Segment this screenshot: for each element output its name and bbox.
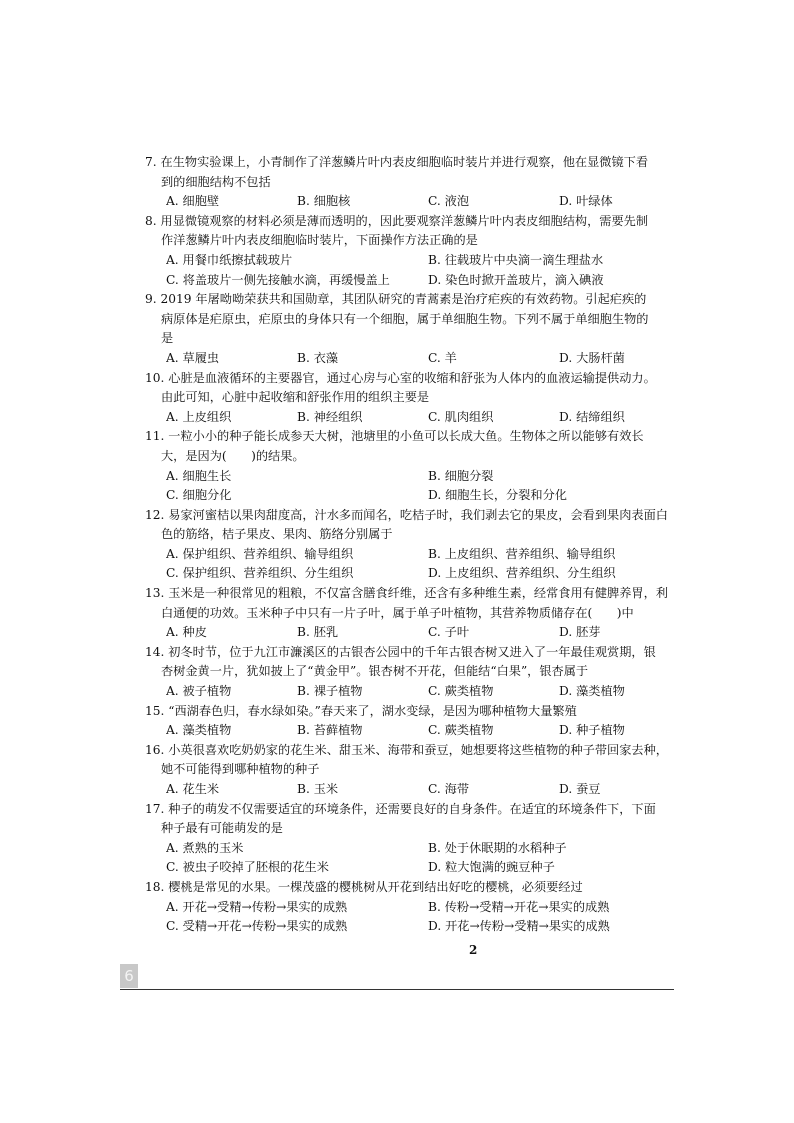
- answer-option-a: A. 种皮: [166, 625, 207, 640]
- bottom-rule: [120, 989, 674, 990]
- answer-option-a: A. 花生米: [166, 782, 220, 796]
- question-stem-line: 15. “西湖春色归，春水绿如染。”春天来了，湖水变绿，是因为哪种植物大量繁殖: [145, 703, 577, 718]
- answer-options: [145, 839, 674, 878]
- question-14: [145, 643, 674, 702]
- answer-option-b: B. 玉米: [297, 782, 339, 796]
- question-stem-line: 是: [161, 331, 174, 346]
- answer-option-d: D. 染色时掀开盖玻片，滴入碘液: [428, 272, 604, 287]
- question-stem-line: 10. 心脏是血液循环的主要器官，通过心房与心室的收缩和舒张为人体内的血液运输提供动力。: [145, 370, 656, 385]
- answer-options: [145, 467, 674, 506]
- answer-option-d: D. 种子植物: [559, 723, 625, 738]
- answer-option-d: D. 结缔组织: [559, 409, 625, 424]
- answer-option-a: A. 保护组织、营养组织、输导组织: [166, 546, 354, 561]
- answer-options: [145, 721, 674, 741]
- answer-option-d: D. 大肠杆菌: [559, 350, 625, 365]
- answer-option-a: A. 开花→受精→传粉→果实的成熟: [166, 899, 348, 914]
- answer-option-a: A. 细胞壁: [166, 194, 220, 209]
- answer-option-d: D. 藻类植物: [559, 684, 625, 699]
- answer-option-b: B. 往载玻片中央滴一滴生理盐水: [428, 252, 604, 267]
- answer-option-b: B. 衣藻: [297, 350, 339, 365]
- answer-option-c: C. 羊: [428, 350, 457, 365]
- answer-option-a: A. 上皮组织: [166, 409, 232, 424]
- question-stem-line: 11. 一粒小小的种子能长成参天大树，池塘里的小鱼可以长成大鱼。生物体之所以能够有效长: [145, 429, 644, 444]
- question-17: [145, 800, 674, 878]
- answer-option-a: A. 细胞生长: [166, 468, 232, 483]
- answer-option-c: C. 蕨类植物: [428, 723, 494, 738]
- question-stem-line: 7. 在生物实验课上，小青制作了洋葱鳞片叶内表皮细胞临时装片并进行观察，他在显微镜下看: [145, 155, 649, 169]
- page-number: 2: [469, 943, 478, 957]
- question-11: [145, 427, 674, 505]
- answer-option-a: A. 草履虫: [166, 350, 220, 365]
- answer-option-c: C. 子叶: [428, 625, 470, 640]
- question-stem-line: 到的细胞结构不包括: [161, 174, 271, 189]
- answer-option-b: B. 上皮组织、营养组织、输导组织: [428, 546, 616, 561]
- answer-option-d: D. 胚芽: [559, 625, 601, 640]
- question-stem-line: 9. 2019 年屠呦呦荣获共和国勋章，其团队研究的青蒿素是治疗疟疾的有效药物。引起疟疾的: [145, 292, 647, 307]
- question-stem-line: 白通便的功效。玉米种子中只有一片子叶，属于单子叶植物，其营养物质储存在( )中: [161, 605, 634, 620]
- answer-options: [145, 349, 674, 369]
- answer-option-b: B. 神经组织: [297, 409, 363, 424]
- question-16: [145, 741, 674, 800]
- answer-option-d: D. 开花→传粉→受精→果实的成熟: [428, 919, 610, 934]
- answer-options: [145, 898, 674, 937]
- answer-option-c: C. 细胞分化: [166, 488, 232, 503]
- question-stem-line: 作洋葱鳞片叶内表皮细胞临时装片，下面操作方法正确的是: [161, 233, 478, 248]
- answer-option-b: B. 传粉→受精→开花→果实的成熟: [428, 899, 610, 914]
- question-stem-line: 色的筋络，桔子果皮、果肉、筋络分别属于: [161, 527, 393, 542]
- question-stem-line: 由此可知，心脏中起收缩和舒张作用的组织主要是: [161, 390, 430, 405]
- answer-option-d: D. 蚕豆: [559, 782, 601, 796]
- answer-option-b: B. 细胞分裂: [428, 468, 494, 483]
- question-12: [145, 506, 674, 584]
- answer-option-d: D. 叶绿体: [559, 194, 613, 209]
- answer-option-c: C. 将盖玻片一侧先接触水滴，再缓慢盖上: [166, 272, 390, 287]
- question-10: [145, 369, 674, 428]
- question-8: [145, 212, 674, 290]
- question-9: [145, 290, 674, 368]
- answer-option-c: C. 蕨类植物: [428, 684, 494, 699]
- question-stem-line: 18. 樱桃是常见的水果。一棵茂盛的樱桃树从开花到结出好吃的樱桃，必须要经过: [145, 879, 583, 894]
- question-13: [145, 584, 674, 643]
- question-18: [145, 878, 674, 937]
- question-stem-line: 大，是因为( )的结果。: [161, 448, 305, 463]
- question-stem-line: 她不可能得到哪种植物的种子: [161, 762, 320, 777]
- answer-option-c: C. 被虫子咬掉了胚根的花生米: [166, 860, 329, 875]
- answer-option-c: C. 保护组织、营养组织、分生组织: [166, 566, 354, 581]
- answer-option-d: D. 上皮组织、营养组织、分生组织: [428, 566, 616, 581]
- answer-option-a: A. 藻类植物: [166, 723, 232, 738]
- answer-option-a: A. 被子植物: [166, 684, 232, 699]
- question-stem-line: 17. 种子的萌发不仅需要适宜的环境条件，还需要良好的自身条件。在适宜的环境条件下，下面: [145, 801, 656, 816]
- answer-options: [145, 780, 674, 800]
- question-15: [145, 702, 674, 741]
- answer-option-c: C. 海带: [428, 782, 470, 796]
- answer-option-b: B. 细胞核: [297, 194, 351, 209]
- question-stem-line: 14. 初冬时节，位于九江市濂溪区的古银杏公园中的千年古银杏树又进入了一年最佳观赏期，银: [145, 644, 656, 659]
- edge-tab-mark: 6: [120, 964, 138, 988]
- question-list: [145, 153, 674, 937]
- question-stem-line: 杏树金黄一片，犹如披上了“黄金甲”。银杏树不开花，但能结“白果”，银杏属于: [161, 664, 589, 679]
- answer-options: [145, 408, 674, 428]
- answer-options: [145, 623, 674, 643]
- question-stem-line: 13. 玉米是一种很常见的粗粮，不仅富含膳食纤维，还含有多种维生素，经常食用有健脾养胃，利: [145, 586, 668, 601]
- answer-option-c: C. 受精→开花→传粉→果实的成熟: [166, 919, 348, 934]
- answer-options: [145, 682, 674, 702]
- answer-option-b: B. 胚乳: [297, 625, 339, 640]
- answer-option-a: A. 用餐巾纸擦拭载玻片: [166, 252, 293, 267]
- question-stem-line: 16. 小英很喜欢吃奶奶家的花生米、甜玉米、海带和蚕豆，她想要将这些植物的种子带回家去种，: [145, 742, 668, 757]
- question-stem-line: 12. 易家河蜜桔以果肉甜度高，汁水多而闻名，吃桔子时，我们剥去它的果皮，会看到果肉表面白: [145, 507, 668, 522]
- question-stem-line: 种子最有可能萌发的是: [161, 821, 283, 836]
- answer-options: [145, 545, 674, 584]
- answer-option-d: D. 粒大饱满的豌豆种子: [428, 860, 555, 875]
- answer-option-b: B. 苔藓植物: [297, 723, 363, 738]
- answer-options: [145, 251, 674, 290]
- answer-option-a: A. 煮熟的玉米: [166, 840, 244, 855]
- answer-option-b: B. 处于休眠期的水稻种子: [428, 840, 567, 855]
- answer-options: [145, 192, 674, 212]
- question-7: [145, 153, 674, 212]
- question-stem-line: 8. 用显微镜观察的材料必须是薄而透明的，因此要观察洋葱鳞片叶内表皮细胞结构，需要先制: [145, 213, 649, 228]
- answer-option-c: C. 肌肉组织: [428, 409, 494, 424]
- answer-option-b: B. 裸子植物: [297, 684, 363, 699]
- answer-option-c: C. 液泡: [428, 194, 470, 209]
- question-stem-line: 病原体是疟原虫，疟原虫的身体只有一个细胞，属于单细胞生物。下列不属于单细胞生物的: [161, 311, 649, 326]
- answer-option-d: D. 细胞生长，分裂和分化: [428, 488, 567, 503]
